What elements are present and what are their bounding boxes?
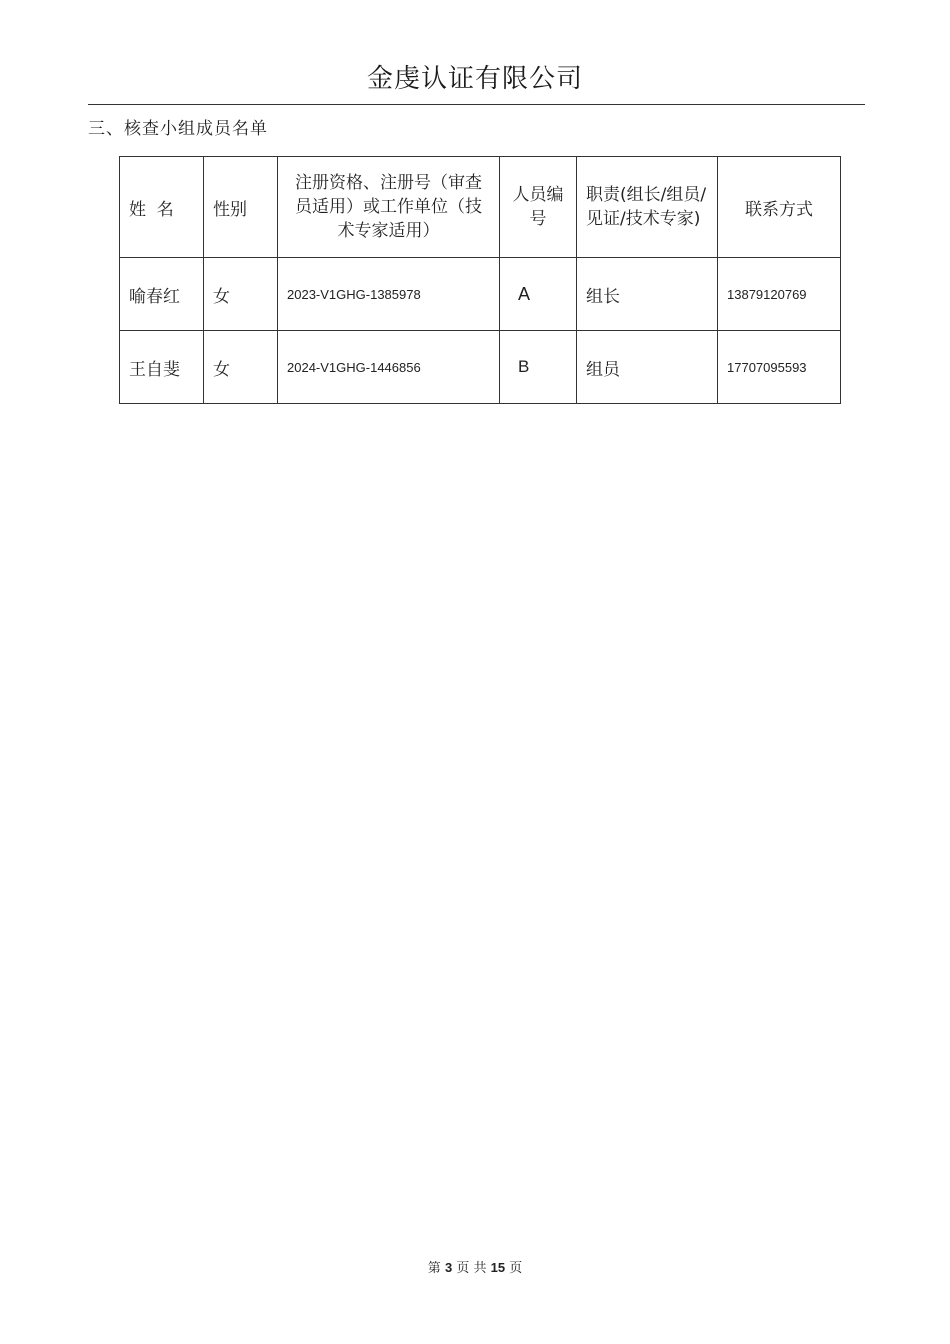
footer-middle: 页 共 (456, 1261, 487, 1276)
member-gender: 女 (204, 258, 278, 331)
member-gender: 女 (204, 331, 278, 404)
team-members-table (119, 156, 841, 404)
header-registration (278, 157, 500, 258)
footer-prefix: 第 (427, 1261, 441, 1276)
page-footer (0, 1257, 950, 1276)
table-header-row (120, 157, 841, 258)
member-role: 组员 (577, 331, 718, 404)
table-row (120, 331, 841, 404)
header-registration-label: 注册资格、注册号（审查员适用）或工作单位（技术专家适用） (295, 173, 482, 241)
table-row (120, 258, 841, 331)
header-divider (88, 104, 865, 105)
member-registration: 2024-V1GHG-1446856 (278, 331, 500, 404)
header-contact (718, 157, 841, 258)
member-code: B (500, 331, 577, 404)
header-gender-label: 性别 (213, 199, 247, 220)
member-contact: 13879120769 (718, 258, 841, 331)
member-role: 组长 (577, 258, 718, 331)
member-name: 王自斐 (120, 331, 204, 404)
member-contact: 17707095593 (718, 331, 841, 404)
header-member-code (500, 157, 577, 258)
company-title: 金虔认证有限公司 (366, 64, 583, 94)
footer-total-pages: 15 (490, 1260, 506, 1275)
header-name-label: 姓 名 (129, 199, 174, 220)
header-name (120, 157, 204, 258)
footer-page-number: 3 (444, 1260, 453, 1275)
header-gender (204, 157, 278, 258)
header-role (577, 157, 718, 258)
header-role-label: 职责(组长/组员/见证/技术专家) (586, 185, 707, 229)
header-member-code-label: 人员编号 (512, 185, 564, 229)
member-name: 喻春红 (120, 258, 204, 331)
member-registration: 2023-V1GHG-1385978 (278, 258, 500, 331)
header-contact-label: 联系方式 (745, 199, 813, 220)
footer-suffix: 页 (509, 1261, 523, 1276)
member-code: A (500, 258, 577, 331)
section-heading: 三、核查小组成员名单 (88, 119, 268, 139)
